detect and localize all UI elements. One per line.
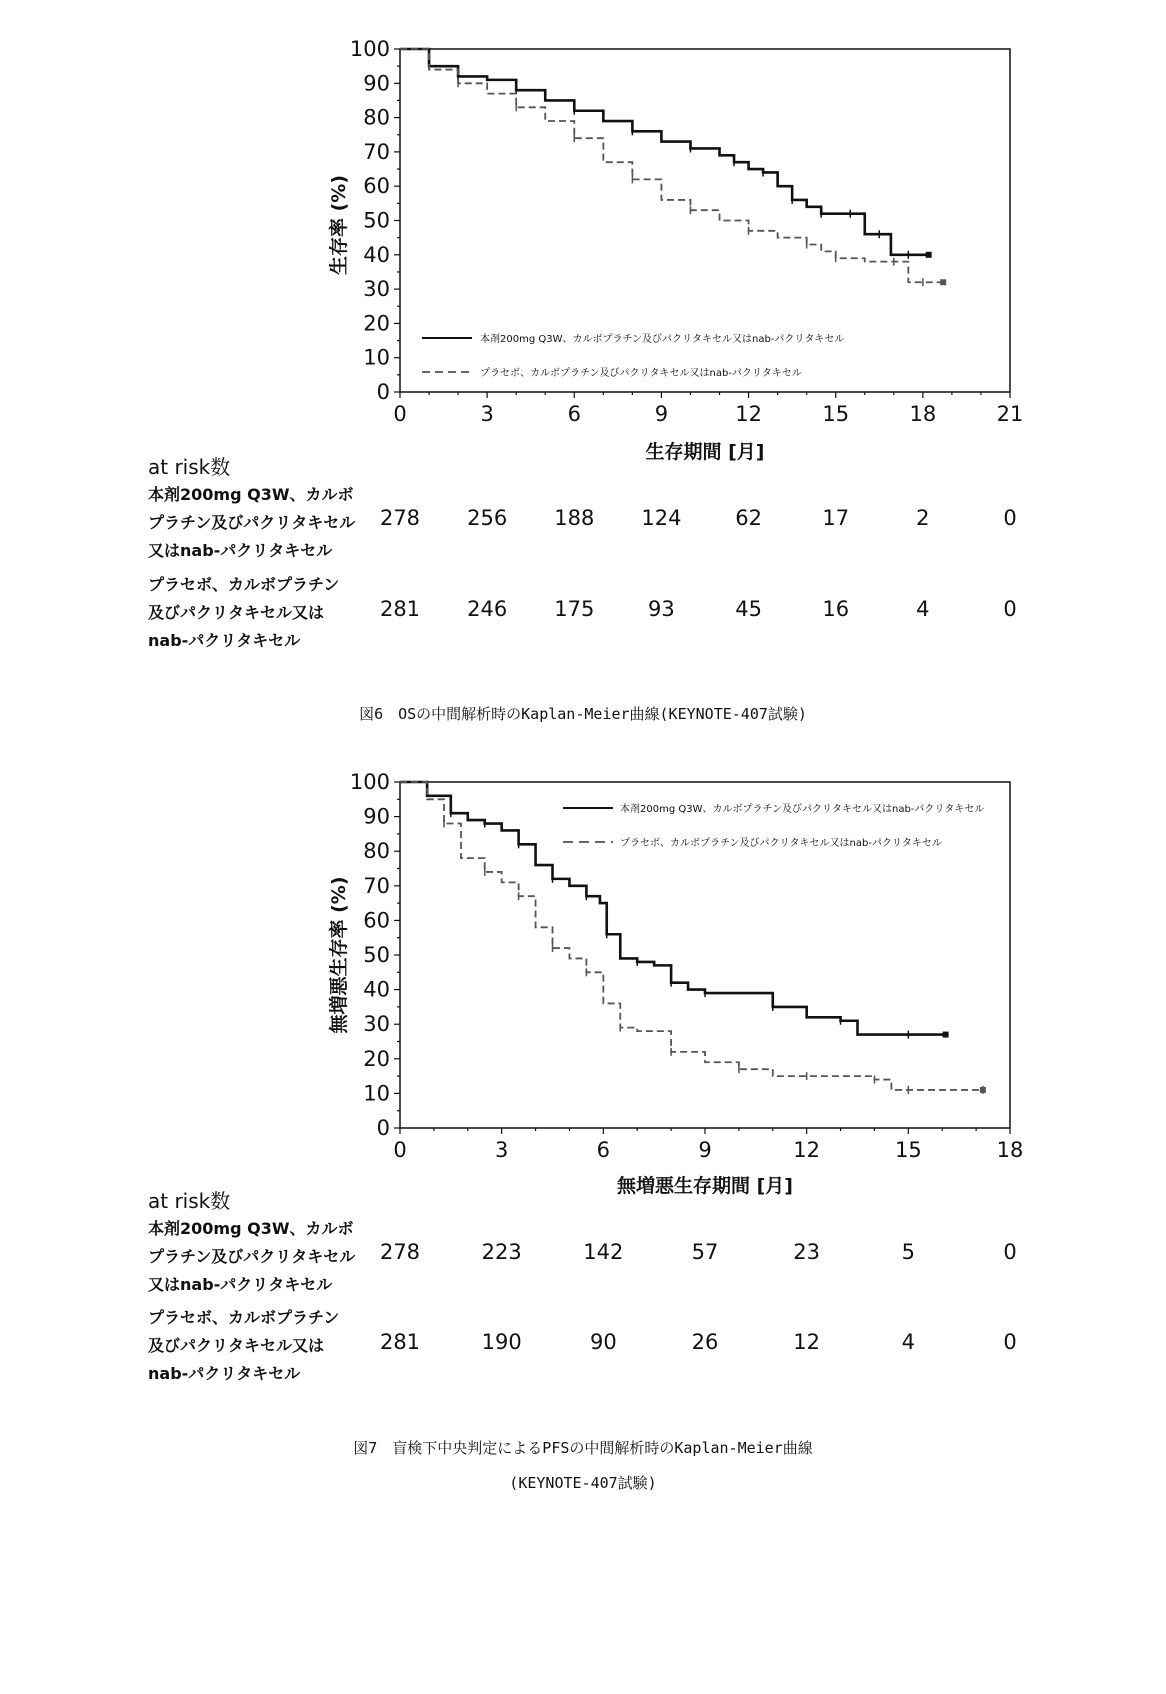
os-risk-value: 93 xyxy=(648,597,675,621)
pfs-risk-title: at risk数 xyxy=(148,1189,231,1213)
pfs-risk-value: 278 xyxy=(379,1240,421,1264)
pfs-curves xyxy=(400,782,986,1094)
os-risk-value: 246 xyxy=(467,597,508,621)
os-risk-value: 278 xyxy=(379,506,421,530)
pfs-curve-treatment xyxy=(400,782,946,1035)
pfs-risk-value: 281 xyxy=(379,1330,421,1354)
pfs-x-tick-label: 15 xyxy=(894,1138,922,1162)
os-risk-value: 256 xyxy=(467,506,508,530)
pfs-y-tick-label: 10 xyxy=(363,1081,390,1106)
pfs-y-tick-label: 20 xyxy=(363,1046,390,1071)
os-y-tick-label: 50 xyxy=(363,208,390,233)
os-x-tick-label: 6 xyxy=(567,402,581,426)
os-risk-table xyxy=(148,485,1017,650)
pfs-risk-row-label: プラチン及びパクリタキセル xyxy=(148,1247,356,1266)
pfs-y-tick-label: 40 xyxy=(363,977,390,1002)
pfs-risk-value: 90 xyxy=(589,1330,617,1354)
pfs-legend-label-treatment: 本剤200mg Q3W、カルボプラチン及びパクリタキセル又はnab-パクリタキセル xyxy=(620,804,985,815)
pfs-x-tick-label: 12 xyxy=(793,1138,821,1162)
os-end-marker-placebo xyxy=(940,279,946,285)
os-curve-placebo xyxy=(400,49,943,282)
figure-6-caption: 図6 OSの中間解析時のKaplan-Meier曲線(KEYNOTE-407試験) xyxy=(359,705,807,723)
os-risk-row-label: 及びパクリタキセル又は xyxy=(148,603,325,622)
os-risk-title: at risk数 xyxy=(148,455,231,479)
pfs-risk-value: 5 xyxy=(901,1240,916,1264)
pfs-risk-value: 142 xyxy=(583,1240,624,1264)
pfs-risk-row-label: プラセボ、カルボプラチン xyxy=(148,1308,340,1327)
pfs-x-tick-label: 18 xyxy=(996,1138,1024,1162)
pfs-x-tick-label: 0 xyxy=(393,1138,407,1162)
os-risk-value: 0 xyxy=(1003,506,1017,530)
os-y-tick-label: 90 xyxy=(363,71,390,96)
pfs-risk-value: 12 xyxy=(793,1330,821,1354)
os-risk-value: 175 xyxy=(554,597,595,621)
pfs-risk-row-label: 本剤200mg Q3W、カルボ xyxy=(148,1219,354,1238)
pfs-x-tick-label: 3 xyxy=(494,1138,509,1162)
os-legend-label-placebo: プラセボ、カルボプラチン及びパクリタキセル又はnab-パクリタキセル xyxy=(480,368,802,379)
pfs-chart xyxy=(148,770,1023,1383)
os-risk-row-label: 本剤200mg Q3W、カルボ xyxy=(148,485,354,504)
os-y-tick-label: 60 xyxy=(363,174,390,199)
pfs-y-tick-label: 50 xyxy=(363,943,390,967)
pfs-x-tick-label: 9 xyxy=(698,1138,712,1162)
os-legend-label-treatment: 本剤200mg Q3W、カルボプラチン及びパクリタキセル又はnab-パクリタキセル xyxy=(480,334,845,345)
pfs-y-tick-label: 0 xyxy=(376,1116,390,1140)
os-risk-value: 4 xyxy=(916,597,930,621)
pfs-curve-placebo xyxy=(400,782,983,1090)
pfs-risk-row-label: 又はnab-パクリタキセル xyxy=(148,1275,333,1294)
os-x-axis-title: 生存期間 [月] xyxy=(645,441,765,463)
pfs-y-ticks xyxy=(350,770,400,1140)
pfs-plot-frame xyxy=(400,782,1010,1128)
os-x-tick-label: 0 xyxy=(393,402,407,426)
pfs-y-tick-label: 90 xyxy=(363,804,390,829)
os-x-tick-label: 18 xyxy=(909,402,937,426)
figure-7-caption-line2: (KEYNOTE-407試験) xyxy=(509,1474,657,1492)
pfs-legend-label-placebo: プラセボ、カルボプラチン及びパクリタキセル又はnab-パクリタキセル xyxy=(620,838,942,849)
os-y-tick-label: 0 xyxy=(376,380,390,404)
pfs-y-tick-label: 80 xyxy=(363,839,390,864)
pfs-y-axis-title: 無増悪生存率 (%) xyxy=(328,876,350,1034)
os-curve-treatment xyxy=(400,49,929,255)
os-x-tick-label: 12 xyxy=(735,402,762,426)
pfs-risk-value: 223 xyxy=(481,1240,522,1264)
pfs-legend xyxy=(563,802,984,849)
os-risk-row-label: nab-パクリタキセル xyxy=(148,631,301,650)
pfs-risk-value: 4 xyxy=(901,1330,916,1354)
os-x-tick-label: 9 xyxy=(654,402,669,426)
os-y-tick-label: 80 xyxy=(363,105,390,130)
pfs-risk-value: 190 xyxy=(481,1330,522,1354)
os-risk-row-label: プラセボ、カルボプラチン xyxy=(148,575,340,594)
pfs-risk-value: 0 xyxy=(1003,1240,1017,1264)
pfs-y-tick-label: 100 xyxy=(349,770,390,794)
os-x-ticks xyxy=(393,392,1023,426)
os-risk-value: 188 xyxy=(554,506,595,530)
os-risk-value: 2 xyxy=(916,506,930,530)
pfs-y-tick-label: 70 xyxy=(363,873,390,898)
os-y-axis-title: 生存率 (%) xyxy=(328,174,350,276)
os-risk-value: 45 xyxy=(735,597,762,621)
os-y-tick-label: 30 xyxy=(363,277,390,302)
os-risk-value: 17 xyxy=(822,506,850,530)
pfs-end-marker-placebo xyxy=(980,1087,986,1093)
os-risk-value: 124 xyxy=(641,506,682,530)
pfs-x-axis-title: 無増悪生存期間 [月] xyxy=(617,1175,793,1197)
pfs-risk-row-label: 及びパクリタキセル又は xyxy=(148,1336,325,1355)
pfs-y-tick-label: 30 xyxy=(363,1012,390,1037)
os-y-ticks xyxy=(350,37,400,404)
pfs-x-ticks xyxy=(393,1128,1023,1162)
pfs-risk-value: 57 xyxy=(691,1240,719,1264)
os-risk-value: 62 xyxy=(735,506,762,530)
pfs-x-tick-label: 6 xyxy=(596,1138,611,1162)
pfs-risk-row-label: nab-パクリタキセル xyxy=(148,1364,301,1383)
os-curves xyxy=(400,49,946,286)
os-y-tick-label: 100 xyxy=(349,37,390,61)
os-risk-row-label: プラチン及びパクリタキセル xyxy=(148,513,356,532)
pfs-y-tick-label: 60 xyxy=(363,908,390,933)
pfs-risk-value: 26 xyxy=(691,1330,719,1354)
os-risk-value: 0 xyxy=(1003,597,1017,621)
pfs-risk-value: 23 xyxy=(793,1240,821,1264)
os-x-tick-label: 21 xyxy=(996,402,1024,426)
os-y-tick-label: 10 xyxy=(363,345,390,370)
pfs-end-marker-treatment xyxy=(943,1032,949,1038)
pfs-risk-value: 0 xyxy=(1003,1330,1017,1354)
os-risk-row-label: 又はnab-パクリタキセル xyxy=(148,541,333,560)
pfs-risk-table xyxy=(148,1219,1017,1383)
os-risk-value: 16 xyxy=(822,597,850,621)
os-y-tick-label: 70 xyxy=(363,139,390,164)
os-x-tick-label: 15 xyxy=(822,402,850,426)
os-y-tick-label: 40 xyxy=(363,242,390,267)
os-x-tick-label: 3 xyxy=(480,402,494,426)
figure-7-caption: 図7 盲検下中央判定によるPFSの中間解析時のKaplan-Meier曲線 xyxy=(353,1439,813,1457)
os-legend xyxy=(422,332,844,379)
os-end-marker-treatment xyxy=(926,252,932,258)
os-y-tick-label: 20 xyxy=(363,311,390,336)
os-chart xyxy=(148,37,1023,650)
os-risk-value: 281 xyxy=(379,597,421,621)
